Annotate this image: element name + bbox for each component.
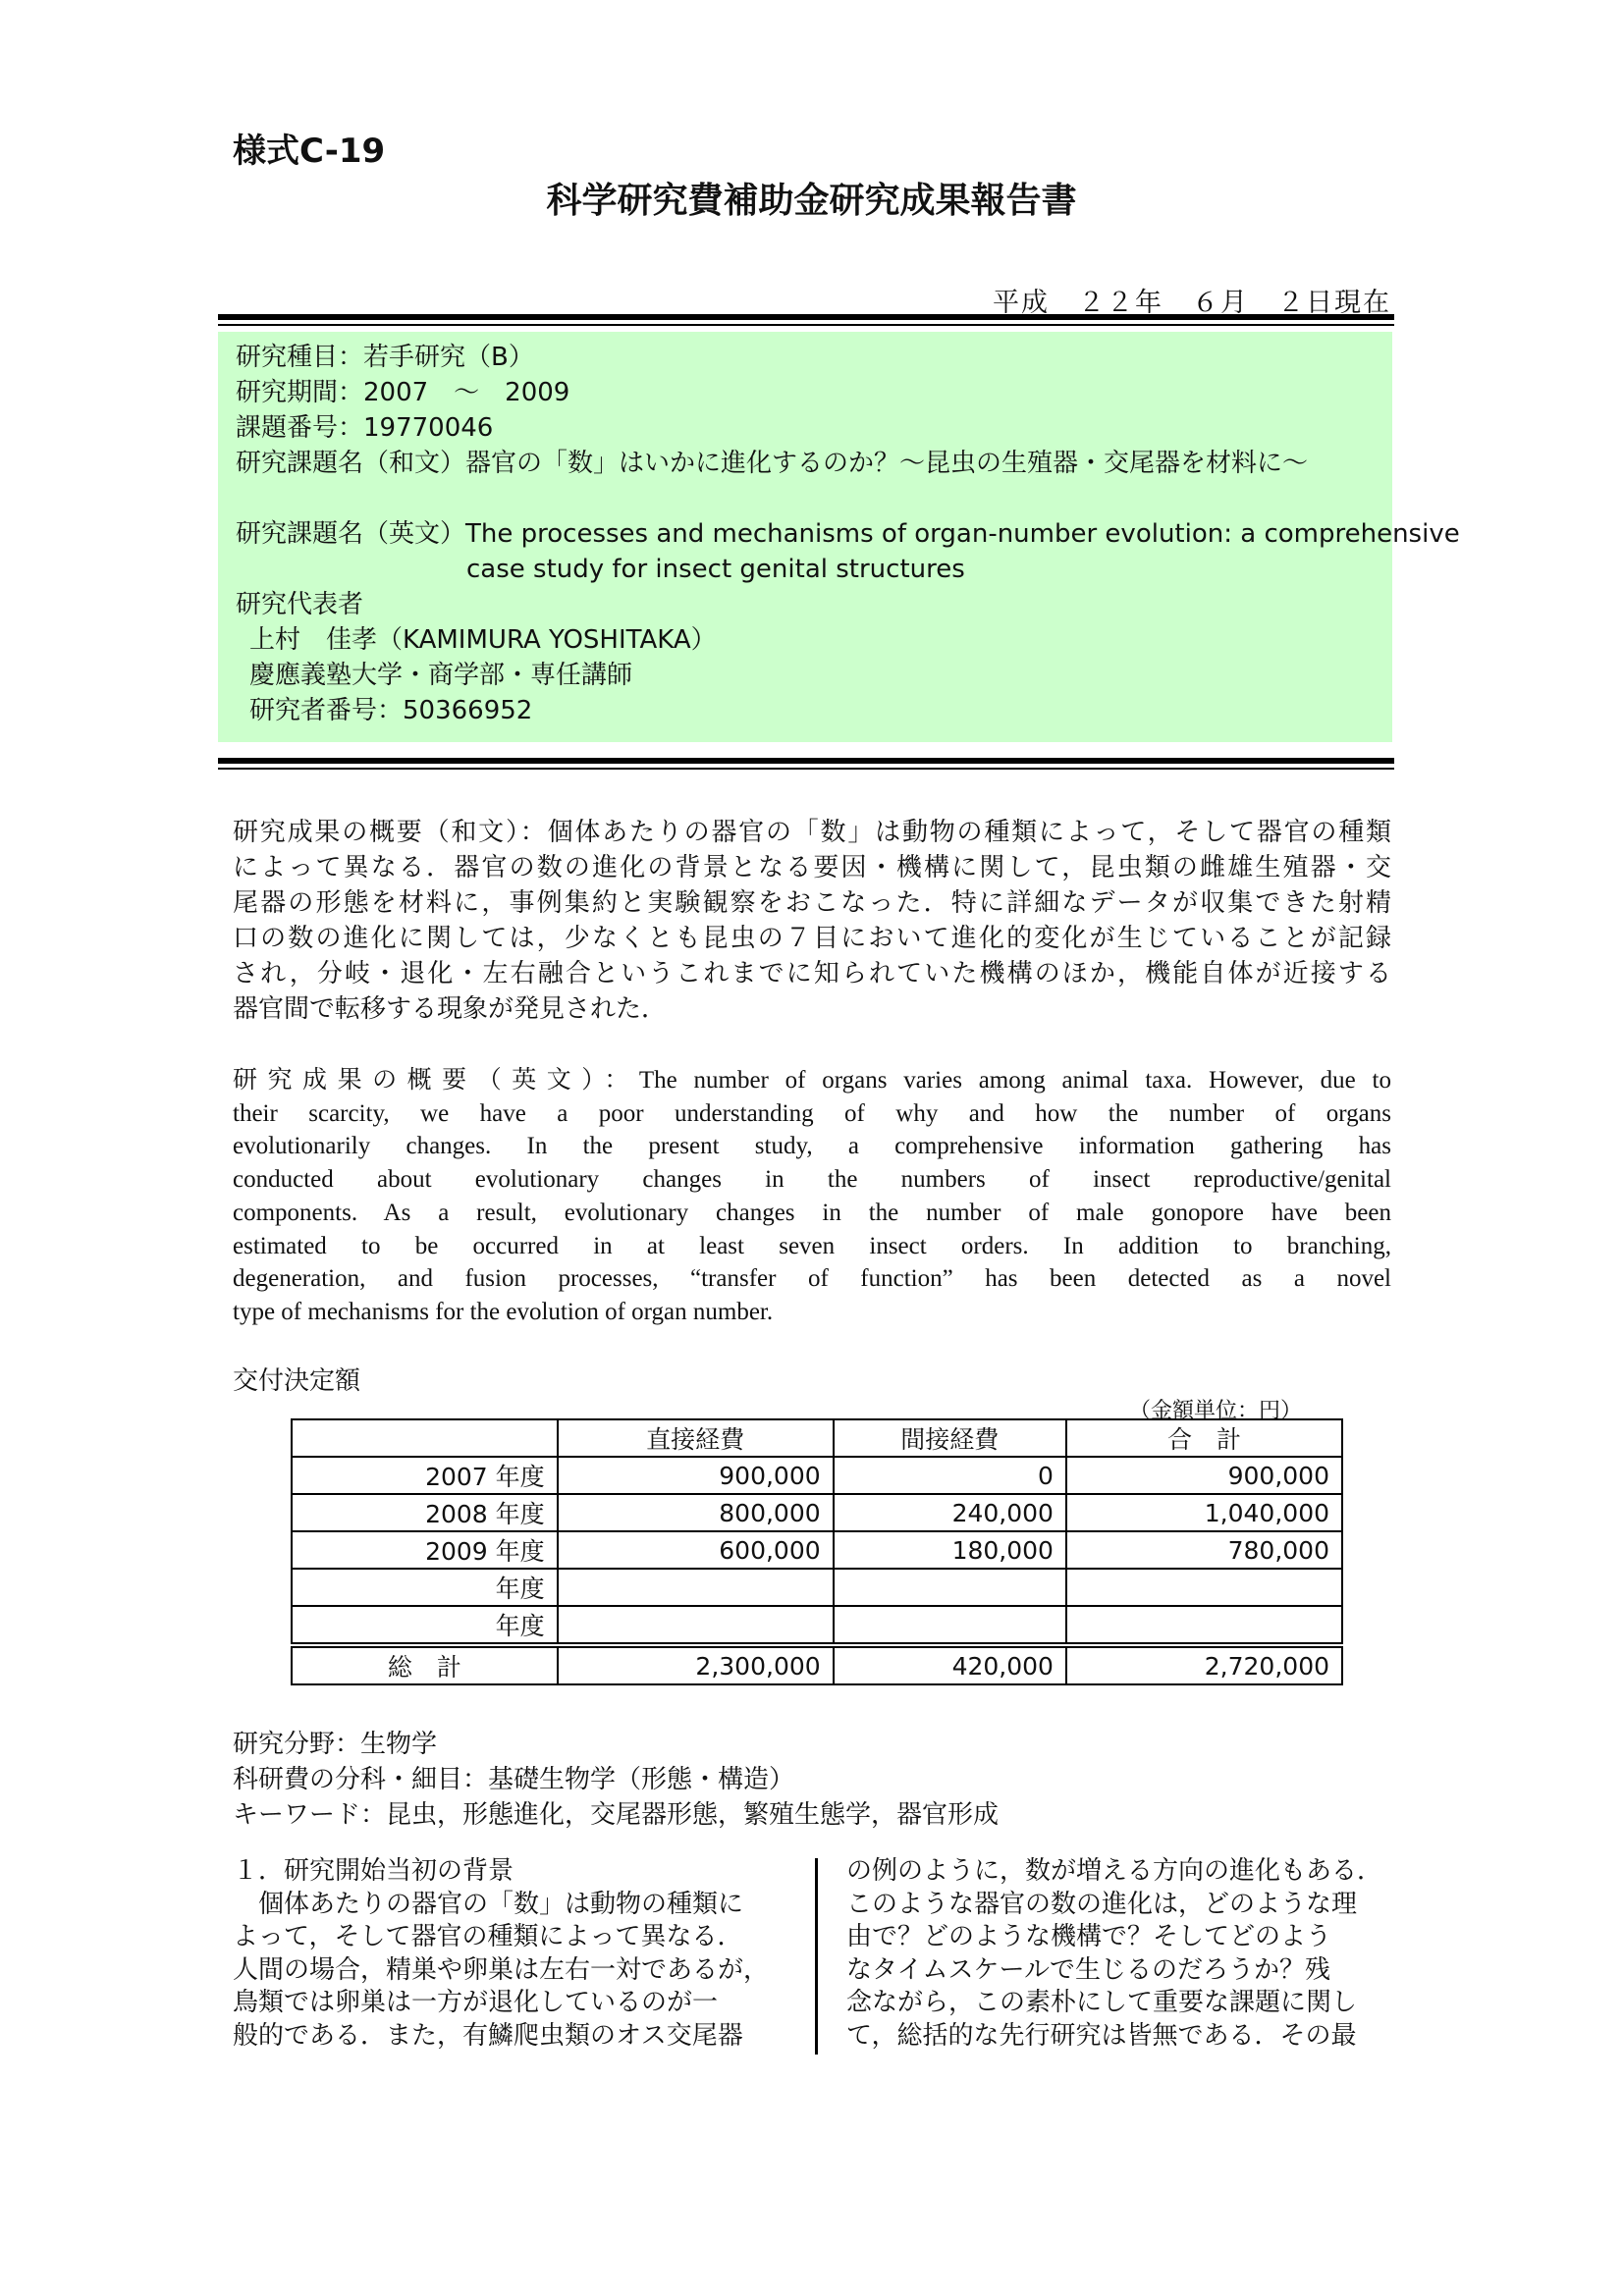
cell: 900,000 bbox=[1066, 1457, 1342, 1494]
summary-en bbox=[233, 1064, 1391, 1329]
text-line: 般的である．また，有鱗爬虫類のオス交尾器 bbox=[233, 2020, 743, 2051]
cell bbox=[834, 1569, 1066, 1606]
representative-label: 研究代表者 bbox=[236, 590, 364, 619]
text-line: estimated to be occurred in at least seven insect orders. In addition to branching, bbox=[233, 1232, 1391, 1259]
cell: 800,000 bbox=[558, 1494, 834, 1531]
cell: 2008 年度 bbox=[292, 1494, 558, 1531]
text-line: 人間の場合，精巣や卵巣は左右一対であるが， bbox=[233, 1954, 770, 1985]
cell: 780,000 bbox=[1066, 1531, 1342, 1569]
cell bbox=[1066, 1569, 1342, 1606]
cell: 年度 bbox=[292, 1569, 558, 1606]
form-id: 様式C-19 bbox=[233, 132, 386, 171]
cell: 900,000 bbox=[558, 1457, 834, 1494]
text-line: の例のように，数が増える方向の進化もある． bbox=[846, 1856, 1383, 1886]
text-line: their scarcity, we have a poor understanding of why and how the number of organs bbox=[233, 1099, 1391, 1127]
header-cell: 間接経費 bbox=[834, 1419, 1066, 1457]
cell bbox=[558, 1569, 834, 1606]
grant-label: 交付決定額 bbox=[233, 1366, 361, 1396]
project-title-jp: 研究課題名（和文）器官の「数」はいかに進化するのか？～昆虫の生殖器・交尾器を材料に～ bbox=[236, 449, 1309, 478]
cell: 2,300,000 bbox=[558, 1645, 834, 1684]
summary-jp bbox=[233, 815, 1391, 1027]
representative-affiliation: 慶應義塾大学・商学部・専任講師 bbox=[249, 661, 633, 690]
cell bbox=[558, 1606, 834, 1645]
header-cell: 合 計 bbox=[1066, 1419, 1342, 1457]
section-heading: １．研究開始当初の背景 bbox=[233, 1856, 514, 1886]
text-line: このような器官の数の進化は，どのような理 bbox=[846, 1889, 1358, 1919]
project-title-en-cont: case study for insect genital structures bbox=[466, 555, 965, 584]
cell: 2,720,000 bbox=[1066, 1645, 1342, 1684]
research-period: 研究期間：2007 ～ 2009 bbox=[236, 378, 570, 407]
header-cell: 直接経費 bbox=[558, 1419, 834, 1457]
keywords: キーワード：昆虫，形態進化，交尾器形態，繁殖生態学，器官形成 bbox=[233, 1800, 1000, 1830]
cell: 180,000 bbox=[834, 1531, 1066, 1569]
cell: 240,000 bbox=[834, 1494, 1066, 1531]
text-line: 念ながら，この素朴にして重要な課題に関し bbox=[846, 1988, 1358, 2017]
table-row bbox=[292, 1569, 1342, 1606]
document-title: 科学研究費補助金研究成果報告書 bbox=[546, 181, 1077, 221]
text-line: によって異なる．器官の数の進化の背景となる要因・機構に関して，昆虫類の雌雄生殖器・交 bbox=[233, 853, 1391, 882]
text-line: 器官間で転移する現象が発見された． bbox=[233, 994, 668, 1024]
text-line: 研究成果の概要（英文）：The number of organs varies among animal taxa. However, due to bbox=[233, 1067, 1391, 1094]
table-row bbox=[292, 1457, 1342, 1494]
text-line: evolutionarily changes. In the present study, a comprehensive information gathering has bbox=[233, 1133, 1391, 1160]
cell bbox=[834, 1606, 1066, 1645]
project-info-box bbox=[218, 332, 1460, 742]
text-line: なタイムスケールで生じるのだろうか？残 bbox=[846, 1954, 1330, 1985]
divider bbox=[218, 758, 1394, 770]
text-line: 鳥類では卵巣は一方が退化しているのが一 bbox=[233, 1988, 719, 2017]
table-header bbox=[292, 1419, 1342, 1457]
table-row bbox=[292, 1494, 1342, 1531]
text-line: て，総括的な先行研究は皆無である．その最 bbox=[846, 2020, 1357, 2051]
research-field: 研究分野：生物学 bbox=[233, 1730, 438, 1759]
text-line: 個体あたりの器官の「数」は動物の種類に bbox=[233, 1889, 744, 1919]
cell: 0 bbox=[834, 1457, 1066, 1494]
column-divider bbox=[815, 1858, 818, 2055]
cell: 年度 bbox=[292, 1606, 558, 1645]
cell: 総 計 bbox=[292, 1645, 558, 1684]
text-line: 尾器の形態を材料に，事例集約と実験観察をおこなった．特に詳細なデータが収集できた射精 bbox=[233, 888, 1391, 918]
cell: 2007 年度 bbox=[292, 1457, 558, 1494]
cell: 1,040,000 bbox=[1066, 1494, 1342, 1531]
cell bbox=[1066, 1606, 1342, 1645]
text-line: components. As a result, evolutionary changes in the number of male gonopore have been bbox=[233, 1199, 1391, 1226]
representative-name: 上村 佳孝（KAMIMURA YOSHITAKA） bbox=[249, 625, 717, 655]
text-line: conducted about evolutionary changes in the numbers of insect reproductive/genital bbox=[233, 1166, 1391, 1194]
project-number: 課題番号：19770046 bbox=[236, 413, 494, 443]
research-category: 研究種目：若手研究（B） bbox=[236, 343, 534, 372]
cell: 420,000 bbox=[834, 1645, 1066, 1684]
researcher-number: 研究者番号：50366952 bbox=[249, 696, 533, 725]
research-subfield: 科研費の分科・細目：基礎生物学（形態・構造） bbox=[233, 1765, 795, 1794]
cell: 2009 年度 bbox=[292, 1531, 558, 1569]
table-row bbox=[292, 1531, 1342, 1569]
text-line: degeneration, and fusion processes, “transfer of function” has been detected as a novel bbox=[233, 1265, 1391, 1293]
text-line: 口の数の進化に関しては，少なくとも昆虫の７目において進化的変化が生じていることが記録 bbox=[233, 924, 1391, 953]
text-line: 由で？どのような機構で？そしてどのよう bbox=[846, 1922, 1332, 1951]
text-line: され，分岐・退化・左右融合というこれまでに知られていた機構のほか，機能自体が近接する bbox=[233, 959, 1391, 988]
text-line: よって，そして器官の種類によって異なる． bbox=[233, 1922, 743, 1951]
cell: 600,000 bbox=[558, 1531, 834, 1569]
section-1-right-column bbox=[846, 1855, 1382, 2053]
report-date: 平成 ２２年 ６月 ２日現在 bbox=[993, 288, 1391, 318]
project-title-en: 研究課題名（英文）The processes and mechanisms of organ-number evolution: a comprehensive bbox=[236, 519, 1460, 549]
section-1-left-column bbox=[233, 1855, 769, 2053]
header-cell bbox=[292, 1419, 558, 1457]
text-line: 研究成果の概要（和文）：個体あたりの器官の「数」は動物の種類によって，そして器官の種類 bbox=[233, 818, 1391, 847]
table-row bbox=[292, 1606, 1342, 1645]
unit-label: （金額単位：円） bbox=[1129, 1399, 1303, 1423]
text-line: type of mechanisms for the evolution of organ number. bbox=[233, 1298, 774, 1325]
divider bbox=[218, 314, 1394, 326]
table-total-row bbox=[292, 1645, 1342, 1684]
grant-table bbox=[291, 1418, 1343, 1685]
